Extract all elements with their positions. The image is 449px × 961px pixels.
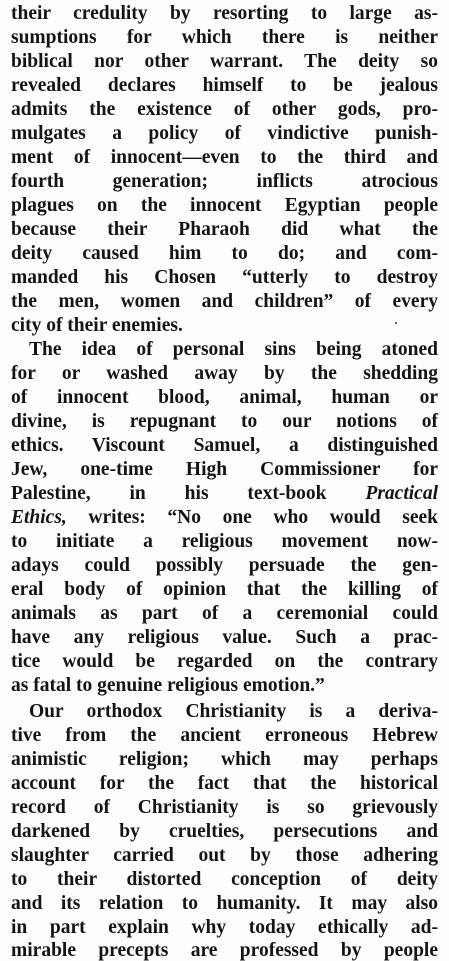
print-speck bbox=[395, 322, 397, 324]
text-line: divine, is repugnant to our notions of bbox=[11, 411, 438, 432]
book-title-part1: Practical bbox=[365, 483, 438, 504]
text-line: have any religious value. Such a prac- bbox=[11, 627, 438, 648]
text-line: The idea of personal sins being atoned bbox=[29, 339, 438, 360]
text-line: because their Pharaoh did what the bbox=[11, 219, 438, 240]
text-line: Our orthodox Christianity is a deriva- bbox=[29, 701, 438, 722]
text-line: Jew, one-time High Commissioner for bbox=[11, 459, 438, 480]
text-line: and its relation to humanity. It may also bbox=[11, 893, 438, 914]
text-fragment: writes: “No one who would seek bbox=[66, 507, 438, 528]
text-line: of innocent blood, animal, human or bbox=[11, 387, 438, 408]
text-line: record of Christianity is so grievously bbox=[11, 797, 438, 818]
text-line: the men, women and children” of every bbox=[11, 291, 438, 312]
text-line: biblical nor other warrant. The deity so bbox=[11, 51, 438, 72]
text-line: slaughter carried out by those adhering bbox=[11, 845, 438, 866]
text-line: city of their enemies. bbox=[11, 315, 183, 336]
text-line: animals as part of a ceremonial could bbox=[11, 603, 438, 624]
text-line: as fatal to genuine religious emotion.” bbox=[11, 675, 325, 696]
text-line: animistic religion; which may perhaps bbox=[11, 749, 438, 770]
text-line: mirable precepts are professed by people bbox=[11, 940, 438, 961]
text-line: admits the existence of other gods, pro- bbox=[11, 99, 438, 120]
book-title-part2: Ethics, bbox=[11, 507, 67, 528]
text-line: tice would be regarded on the contrary bbox=[11, 651, 438, 672]
text-line: to their distorted conception of deity bbox=[11, 869, 438, 890]
text-line: revealed declares himself to be jealous bbox=[11, 75, 438, 96]
text-line: ethics. Viscount Samuel, a distinguished bbox=[11, 435, 438, 456]
text-line: account for the fact that the historical bbox=[11, 773, 438, 794]
text-line: fourth generation; inflicts atrocious bbox=[11, 171, 438, 192]
text-line: tive from the ancient erroneous Hebrew bbox=[11, 725, 438, 746]
text-fragment: Palestine, in his text-book bbox=[11, 483, 327, 504]
text-line: ment of innocent—even to the third and bbox=[11, 147, 438, 168]
text-line: darkened by cruelties, persecutions and bbox=[11, 821, 438, 842]
text-line: eral body of opinion that the killing of bbox=[11, 579, 438, 600]
text-line: manded his Chosen “utterly to destroy bbox=[11, 267, 438, 288]
text-line bbox=[11, 482, 438, 506]
text-line: to initiate a religious movement now- bbox=[11, 531, 438, 552]
text-line: their credulity by resorting to large as- bbox=[11, 3, 438, 24]
text-line: in part explain why today ethically ad- bbox=[11, 917, 438, 938]
text-line: sumptions for which there is neither bbox=[11, 27, 438, 48]
text-line bbox=[11, 506, 438, 530]
text-line: deity caused him to do; and com- bbox=[11, 243, 438, 264]
text-line: for or washed away by the shedding bbox=[11, 363, 438, 384]
text-line: plagues on the innocent Egyptian people bbox=[11, 195, 438, 216]
text-line: adays could possibly persuade the gen- bbox=[11, 555, 438, 576]
text-line: mulgates a policy of vindictive punish- bbox=[11, 123, 438, 144]
